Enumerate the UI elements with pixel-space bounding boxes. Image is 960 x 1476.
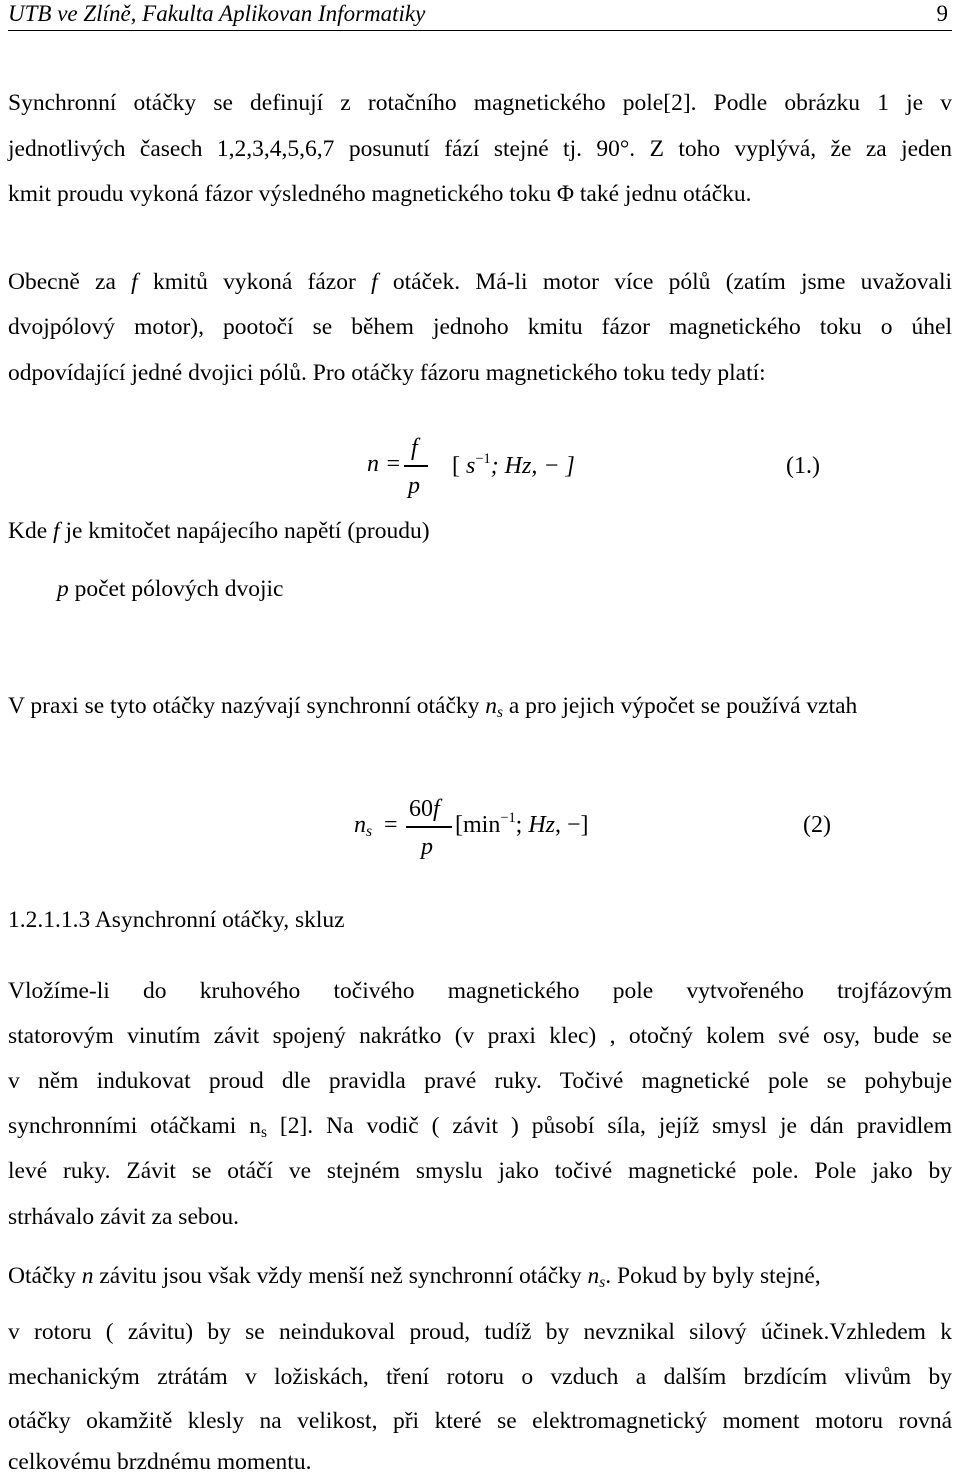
para5-line4: otáčky okamžitě klesly na velikost, při které se elektromagnetický moment motoru rovná xyxy=(8,1408,952,1434)
para5-line2: v rotoru ( závitu) by se neindukoval proud, tudíž by nevznikal silový účinek.Vzhledem k xyxy=(8,1319,952,1345)
eq2-denominator: p xyxy=(421,834,433,860)
para5-line3: mechanickým ztrátám v ložiskách, tření rotoru o vzduch a dalším brzdícím vlivům by xyxy=(8,1364,952,1390)
eq1-fraction-bar xyxy=(404,465,428,467)
eq1-number: (1.) xyxy=(786,453,820,479)
para1-line1: Synchronní otáčky se definují z rotačního magnetického pole[2]. Podle obrázku 1 je v xyxy=(8,90,952,116)
eq2-unit: [$\min^{-1}$; Hz, −] xyxy=(455,809,589,838)
para4-line6: strhávalo závit za sebou. xyxy=(8,1204,239,1230)
eq2-numerator: 60f xyxy=(409,796,440,822)
eq1-denominator: p xyxy=(408,473,420,499)
para2-line2: dvojpólový motor), pootočí se během jednoho kmitu fázor magnetického toku o úhel xyxy=(8,314,952,340)
para4-line1: Vložíme-li do kruhového točivého magnetického pole vytvořeného trojfázovým xyxy=(8,978,952,1004)
para1-line2: jednotlivých časech 1,2,3,4,5,6,7 posunutí fází stejné tj. 90°. Z toho vyplývá, že za jeden xyxy=(8,136,952,162)
header-title: UTB ve Zlíně, Fakulta Aplikovan Informatiky xyxy=(8,1,426,26)
para2-line3: odpovídající jedné dvojici pólů. Pro otáčky fázoru magnetického toku tedy platí: xyxy=(8,360,766,386)
para4-line5: levé ruky. Závit se otáčí ve stejném smyslu jako točivé magnetické pole. Pole jako by xyxy=(8,1158,952,1184)
para5-line1: Otáčky n závitu jsou však vždy menší než synchronní otáčky $n_s$. Pokud by byly stejné, xyxy=(8,1263,821,1291)
eq2-number: (2) xyxy=(803,812,831,838)
eq2-fraction-bar xyxy=(406,826,452,828)
eq2-equals: = xyxy=(384,812,398,838)
section-heading: 1.2.1.1.3 Asynchronní otáčky, skluz xyxy=(8,907,345,933)
para4-line3: v něm indukovat proud dle pravidla pravé ruky. Točivé magnetické pole se pohybuje xyxy=(8,1068,952,1094)
eq1-numerator: f xyxy=(411,435,418,461)
eq2-lhs: $n_s$ xyxy=(354,812,373,840)
page-number: 9 xyxy=(936,1,948,26)
page-header xyxy=(8,0,952,31)
definition-f: Kde f je kmitočet napájecího napětí (proudu) xyxy=(8,518,430,544)
para5-line5: celkovému brzdnému momentu. xyxy=(8,1449,312,1475)
para2-line1: Obecně za f kmitů vykoná fázor f otáček. Má-li motor více pólů (zatím jsme uvažovali xyxy=(8,269,953,295)
eq1-unit: [ $s^{-1}$; Hz, − ] xyxy=(452,450,575,479)
para4-line2: statorovým vinutím závit spojený nakrátko (v praxi klec) , otočný kolem své osy, bude se xyxy=(8,1023,952,1049)
para4-line4: synchronními otáčkami $n_s$ [2]. Na vodič ( závit ) působí síla, jejíž smysl je dán pravidlem xyxy=(8,1113,952,1141)
eq1-lhs: n = xyxy=(367,451,402,477)
para3-line1: V praxi se tyto otáčky nazývají synchronní otáčky $n_s$ a pro jejich výpočet se používá vztah xyxy=(8,693,858,721)
para1-line3: kmit proudu vykoná fázor výsledného magnetického toku Φ také jednu otáčku. xyxy=(8,181,752,207)
definition-p: p počet pólových dvojic xyxy=(57,576,284,602)
